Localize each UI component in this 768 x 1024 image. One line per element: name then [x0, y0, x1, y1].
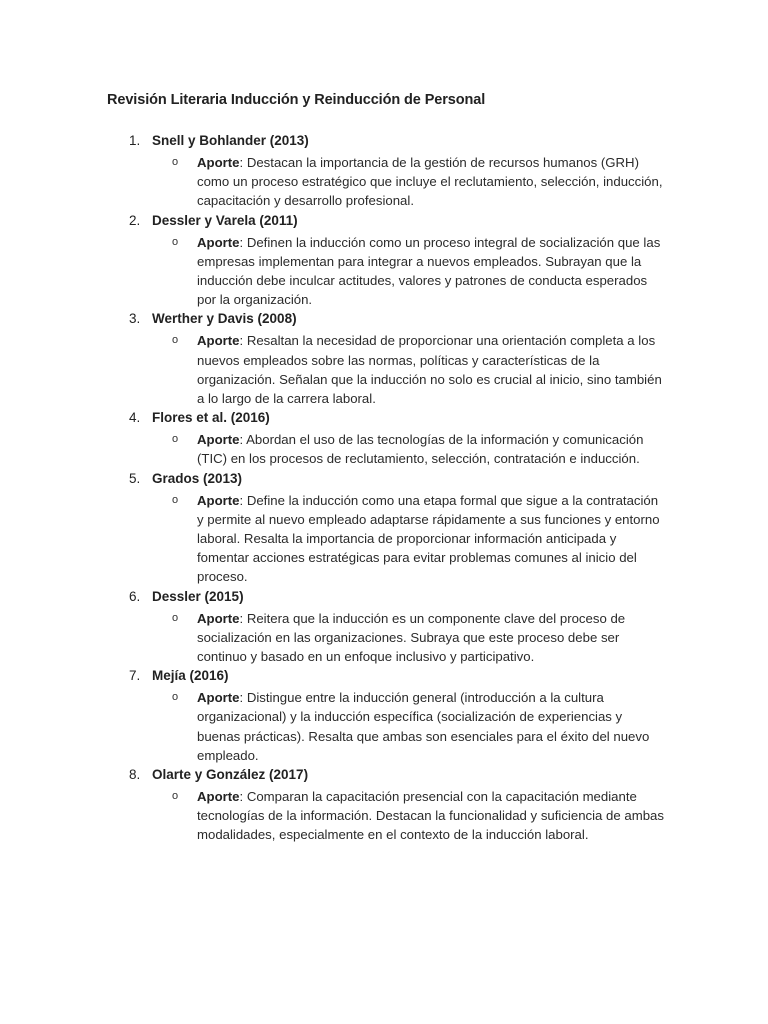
item-contribution	[0, 331, 768, 408]
contribution-text: : Resaltan la necesidad de proporcionar una orientación completa a los nuevos empleados sobre las normas, políticas y características de la organización. Señalan que la inducción no solo es crucial al inicio, sino también a lo largo de la carrera laboral.	[197, 333, 662, 407]
list-item	[0, 408, 768, 468]
list-item	[0, 211, 768, 310]
item-number: 6.	[129, 588, 141, 604]
circle-bullet-icon: o	[172, 691, 179, 704]
item-number: 4.	[129, 410, 141, 426]
item-number: 7.	[129, 668, 141, 684]
circle-bullet-icon: o	[172, 156, 179, 168]
item-author: Flores et al. (2016)	[152, 410, 270, 426]
list-item	[0, 131, 768, 211]
list-item	[0, 765, 768, 845]
circle-bullet-icon: o	[172, 790, 179, 803]
page-title: Revisión Literaria Inducción y Reinducción de Personal	[107, 92, 486, 108]
contribution-text: : Comparan la capacitación presencial con la capacitación mediante tecnologías de la información. Destacan la funcionalidad y suficiencia de ambas modalidades, especialmente en el contexto de la inducción laboral.	[197, 789, 664, 843]
item-number: 8.	[129, 767, 141, 783]
contribution-text: : Destacan la importancia de la gestión de recursos humanos (GRH) como un proceso estratégico que incluye el reclutamiento, selección, inducción, capacitación y desarrollo profesional.	[197, 155, 663, 209]
reference-list	[0, 131, 768, 845]
contribution-text: : Reitera que la inducción es un componente clave del proceso de socialización en las organizaciones. Subraya que este proceso debe ser continuo y basado en un enfoque inclusivo y participativo.	[197, 610, 626, 665]
item-contribution	[0, 609, 768, 667]
item-author: Werther y Davis (2008)	[152, 311, 297, 327]
aporte-label: Aporte	[197, 690, 240, 706]
list-item	[0, 309, 768, 408]
aporte-label: Aporte	[197, 155, 240, 170]
aporte-label: Aporte	[197, 432, 240, 448]
contribution-text: : Abordan el uso de las tecnologías de la información y comunicación (TIC) en los procesos de reclutamiento, selección, contratación e inducción.	[197, 432, 644, 467]
aporte-label: Aporte	[197, 789, 240, 805]
item-author: Grados (2013)	[152, 470, 243, 486]
item-contribution	[0, 153, 768, 211]
contribution-text: : Definen la inducción como un proceso integral de socialización que las empresas implementan para integrar a nuevos empleados. Subrayan que la inducción debe inculcar actitudes, valores y patrones de conducta esperados por la organización.	[197, 234, 661, 308]
item-author: Snell y Bohlander (2013)	[152, 133, 309, 148]
list-item	[0, 666, 768, 765]
aporte-label: Aporte	[197, 333, 240, 349]
item-author: Olarte y González (2017)	[152, 767, 309, 783]
item-contribution	[0, 233, 768, 310]
circle-bullet-icon: o	[172, 611, 179, 624]
item-contribution	[0, 688, 768, 765]
aporte-label: Aporte	[197, 610, 240, 626]
item-number: 1.	[129, 133, 141, 148]
circle-bullet-icon: o	[172, 493, 179, 506]
item-author: Dessler y Varela (2011)	[152, 212, 298, 228]
circle-bullet-icon: o	[172, 334, 179, 347]
aporte-label: Aporte	[197, 234, 240, 250]
circle-bullet-icon: o	[172, 235, 179, 248]
item-author: Dessler (2015)	[152, 588, 244, 604]
aporte-label: Aporte	[197, 492, 240, 508]
contribution-text: : Define la inducción como una etapa formal que sigue a la contratación y permite al nuevo empleado adaptarse rápidamente a sus funciones y entorno laboral. Resalta la importancia de proporcionar información anticipada y fomentar acciones estratégicas para evitar problemas comunes al inicio del proceso.	[197, 492, 660, 585]
circle-bullet-icon: o	[172, 433, 179, 446]
item-contribution	[0, 430, 768, 468]
list-item	[0, 587, 768, 667]
item-contribution	[0, 787, 768, 845]
item-number: 2.	[129, 212, 141, 228]
item-contribution	[0, 491, 768, 587]
item-number: 5.	[129, 470, 141, 486]
contribution-text: : Distingue entre la inducción general (introducción a la cultura organizacional) y la inducción específica (socialización de experiencias y buenas prácticas). Resalta que ambas son esenciales para el éxito del nuevo empleado.	[197, 690, 650, 763]
list-item	[0, 469, 768, 587]
item-author: Mejía (2016)	[152, 668, 229, 684]
item-number: 3.	[129, 311, 141, 327]
